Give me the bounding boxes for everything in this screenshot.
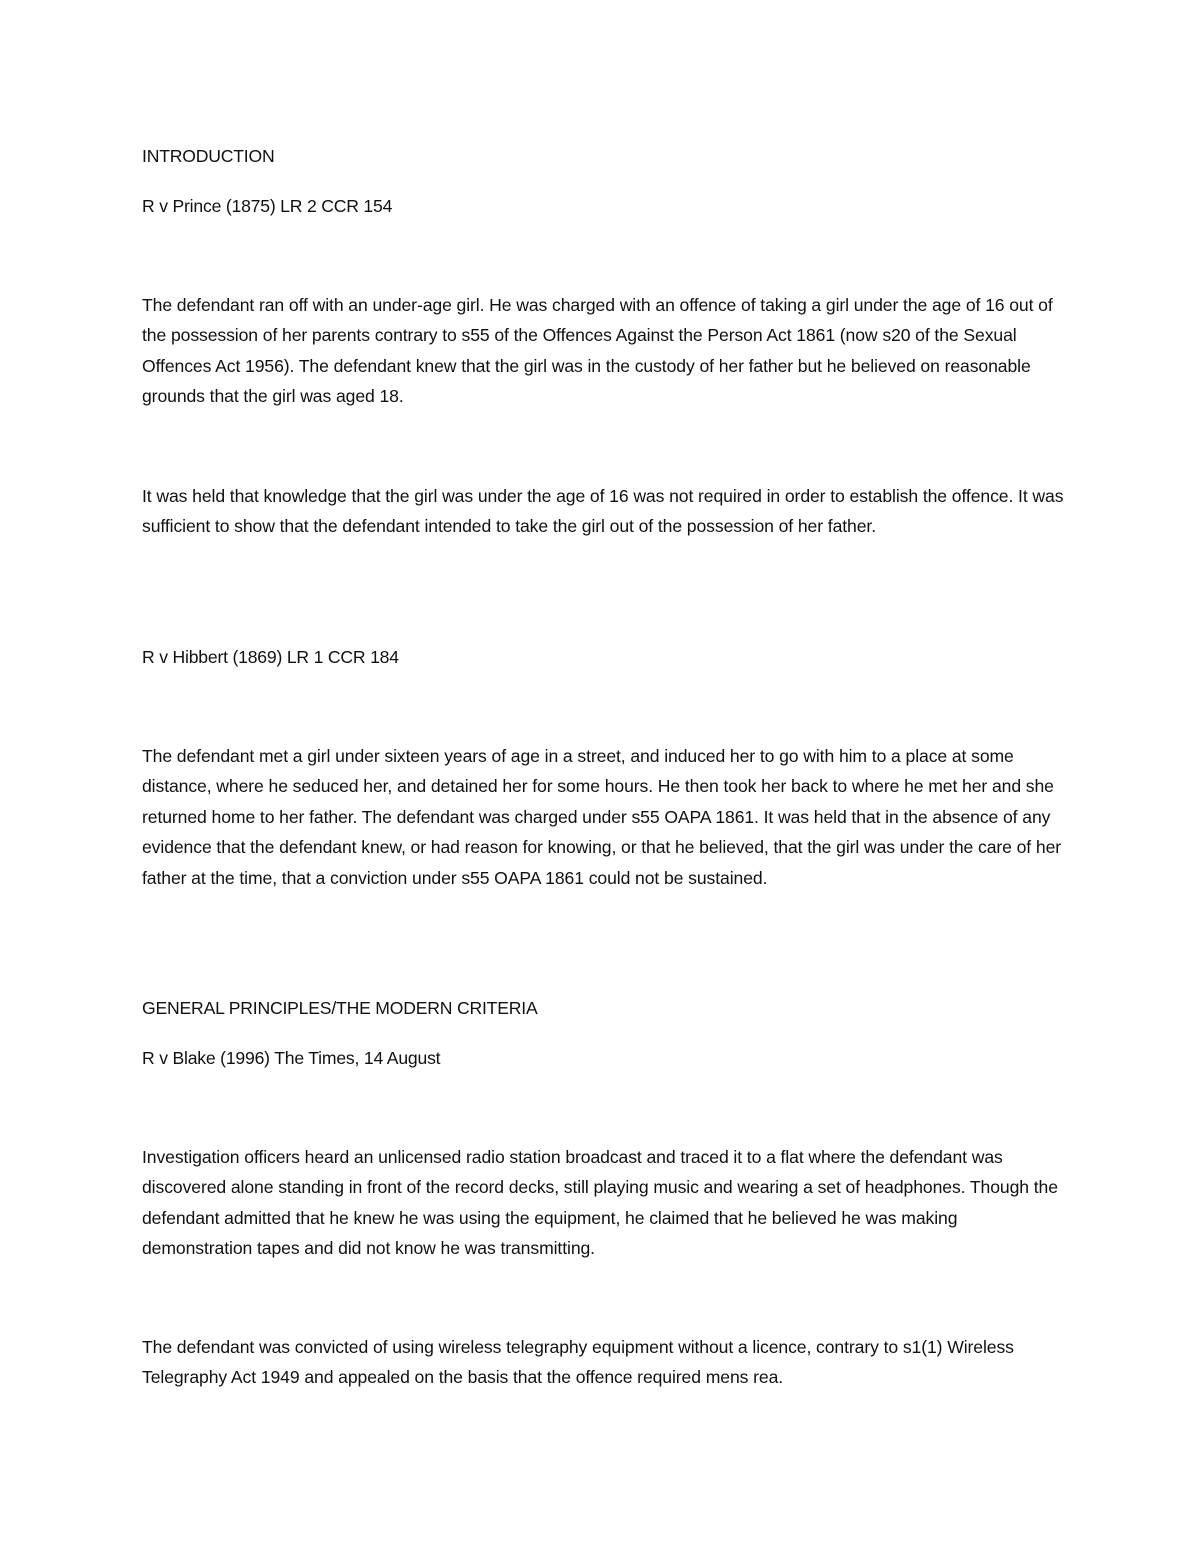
case-holding-prince: It was held that knowledge that the girl was under the age of 16 was not required in order to establish the offence. It was sufficient to show that the defendant intended to take the girl out of the possession of her father. bbox=[142, 486, 1064, 537]
section-heading-general-principles: GENERAL PRINCIPLES/THE MODERN CRITERIA bbox=[142, 998, 538, 1018]
case-citation-blake: R v Blake (1996) The Times, 14 August bbox=[142, 1048, 441, 1068]
case-facts-blake: Investigation officers heard an unlicensed radio station broadcast and traced it to a flat where the defendant was discovered alone standing in front of the record decks, still playing music and wearing a set of headphones. Though the defendant admitted that he knew he was using the equipment, he claimed that he believed he was making demonstration tapes and did not know he was transmitting. bbox=[142, 1147, 1058, 1259]
case-facts-prince: The defendant ran off with an under-age girl. He was charged with an offence of taking a girl under the age of 16 out of the possession of her parents contrary to s55 of the Offences Against the Person Act 1861 (now s20 of the Sexual Offences Act 1956). The defendant knew that the girl was in the custody of her father but he believed on reasonable grounds that the girl was aged 18. bbox=[142, 295, 1053, 407]
case-facts-hibbert: The defendant met a girl under sixteen years of age in a street, and induced her to go with him to a place at some distance, where he seduced her, and detained her for some hours. He then took her back to where he met her and she returned home to her father. The defendant was charged under s55 OAPA 1861. It was held that in the absence of any evidence that the defendant knew, or had reason for knowing, or that he believed, that the girl was under the care of her father at the time, that a conviction under s55 OAPA 1861 could not be sustained. bbox=[142, 746, 1062, 888]
section-heading-introduction: INTRODUCTION bbox=[142, 146, 275, 166]
case-outcome-blake: The defendant was convicted of using wireless telegraphy equipment without a licence, contrary to s1(1) Wireless Telegraphy Act 1949 and appealed on the basis that the offence required mens rea. bbox=[142, 1337, 1014, 1388]
case-citation-prince: R v Prince (1875) LR 2 CCR 154 bbox=[142, 196, 393, 216]
case-citation-hibbert: R v Hibbert (1869) LR 1 CCR 184 bbox=[142, 647, 399, 667]
